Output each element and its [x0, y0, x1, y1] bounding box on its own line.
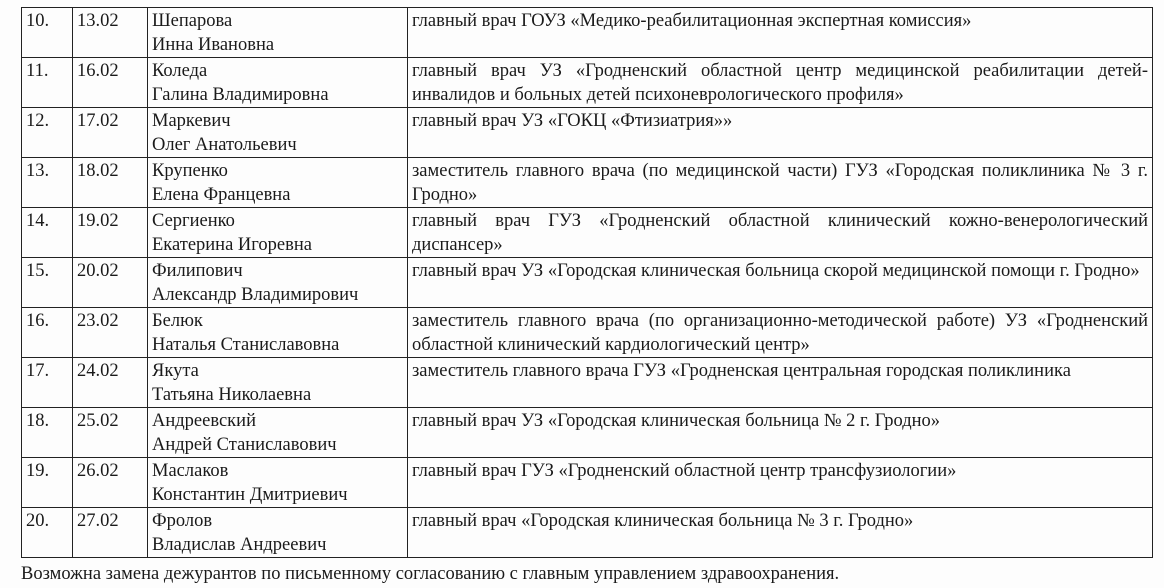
duty-schedule-body	[22, 8, 1153, 558]
row-number: 20.	[22, 508, 73, 558]
surname: Якута	[152, 361, 199, 381]
replacement-note: Возможна замена дежурантов по письменному согласованию с главным управлением здравоохранения.	[21, 564, 840, 584]
table-row	[22, 108, 1153, 158]
row-number: 14.	[22, 208, 73, 258]
table-row	[22, 358, 1153, 408]
given-names: Татьяна Николаевна	[152, 385, 312, 405]
person-name	[148, 458, 408, 508]
person-name	[148, 408, 408, 458]
row-number: 10.	[22, 8, 73, 58]
surname: Коледа	[152, 61, 208, 81]
surname: Маркевич	[152, 111, 231, 131]
table-row	[22, 308, 1153, 358]
given-names: Константин Дмитриевич	[152, 485, 348, 505]
position-description: главный врач УЗ «ГОКЦ «Фтизиатрия»»	[408, 108, 1153, 158]
position-description: главный врач УЗ «Гродненский областной центр медицинской реабилитации детей-инвалидов и больных детей психоневрологического профиля»	[408, 58, 1153, 108]
row-number: 15.	[22, 258, 73, 308]
position-description: заместитель главного врача ГУЗ «Гродненская центральная городская поликлиника	[408, 358, 1153, 408]
person-name	[148, 308, 408, 358]
position-description: главный врач УЗ «Городская клиническая больница № 2 г. Гродно»	[408, 408, 1153, 458]
surname: Крупенко	[152, 161, 228, 181]
row-number: 18.	[22, 408, 73, 458]
given-names: Екатерина Игоревна	[152, 235, 312, 255]
given-names: Галина Владимировна	[152, 85, 329, 105]
given-names: Владислав Андреевич	[152, 535, 327, 555]
surname: Андреевский	[152, 411, 256, 431]
duty-date: 18.02	[73, 158, 148, 208]
table-row	[22, 408, 1153, 458]
surname: Филипович	[152, 261, 243, 281]
row-number: 19.	[22, 458, 73, 508]
person-name	[148, 258, 408, 308]
given-names: Наталья Станиславовна	[152, 335, 340, 355]
row-number: 17.	[22, 358, 73, 408]
position-description: главный врач ГУЗ «Гродненский областной клинический кожно-венерологический диспансер»	[408, 208, 1153, 258]
given-names: Александр Владимирович	[152, 285, 359, 305]
surname: Фролов	[152, 511, 213, 531]
given-names: Андрей Станиславович	[152, 435, 337, 455]
row-number: 12.	[22, 108, 73, 158]
person-name	[148, 508, 408, 558]
given-names: Елена Францевна	[152, 185, 291, 205]
person-name	[148, 58, 408, 108]
duty-date: 24.02	[73, 358, 148, 408]
position-description: главный врач УЗ «Городская клиническая больница скорой медицинской помощи г. Гродно»	[408, 258, 1153, 308]
position-description: заместитель главного врача (по медицинской части) ГУЗ «Городская поликлиника № 3 г. Гродно»	[408, 158, 1153, 208]
duty-date: 26.02	[73, 458, 148, 508]
table-row	[22, 458, 1153, 508]
table-row	[22, 508, 1153, 558]
surname: Шепарова	[152, 11, 233, 31]
given-names: Олег Анатольевич	[152, 135, 297, 155]
row-number: 16.	[22, 308, 73, 358]
surname: Белюк	[152, 311, 203, 331]
given-names: Инна Ивановна	[152, 35, 275, 55]
person-name	[148, 108, 408, 158]
duty-date: 20.02	[73, 258, 148, 308]
person-name	[148, 358, 408, 408]
position-description: главный врач ГОУЗ «Медико-реабилитационная экспертная комиссия»	[408, 8, 1153, 58]
position-description: главный врач ГУЗ «Гродненский областной центр трансфузиологии»	[408, 458, 1153, 508]
table-row	[22, 208, 1153, 258]
duty-date: 16.02	[73, 58, 148, 108]
table-row	[22, 8, 1153, 58]
row-number: 13.	[22, 158, 73, 208]
person-name	[148, 208, 408, 258]
duty-date: 17.02	[73, 108, 148, 158]
duty-date: 23.02	[73, 308, 148, 358]
position-description: заместитель главного врача (по организационно-методической работе) УЗ «Гродненский областной клинический кардиологический центр»	[408, 308, 1153, 358]
surname: Сергиенко	[152, 211, 235, 231]
row-number: 11.	[22, 58, 73, 108]
surname: Маслаков	[152, 461, 229, 481]
duty-date: 13.02	[73, 8, 148, 58]
duty-schedule-table	[21, 7, 1153, 558]
position-description: главный врач «Городская клиническая больница № 3 г. Гродно»	[408, 508, 1153, 558]
table-row	[22, 158, 1153, 208]
duty-date: 25.02	[73, 408, 148, 458]
duty-date: 27.02	[73, 508, 148, 558]
duty-date: 19.02	[73, 208, 148, 258]
table-row	[22, 58, 1153, 108]
person-name	[148, 158, 408, 208]
person-name	[148, 8, 408, 58]
table-row	[22, 258, 1153, 308]
